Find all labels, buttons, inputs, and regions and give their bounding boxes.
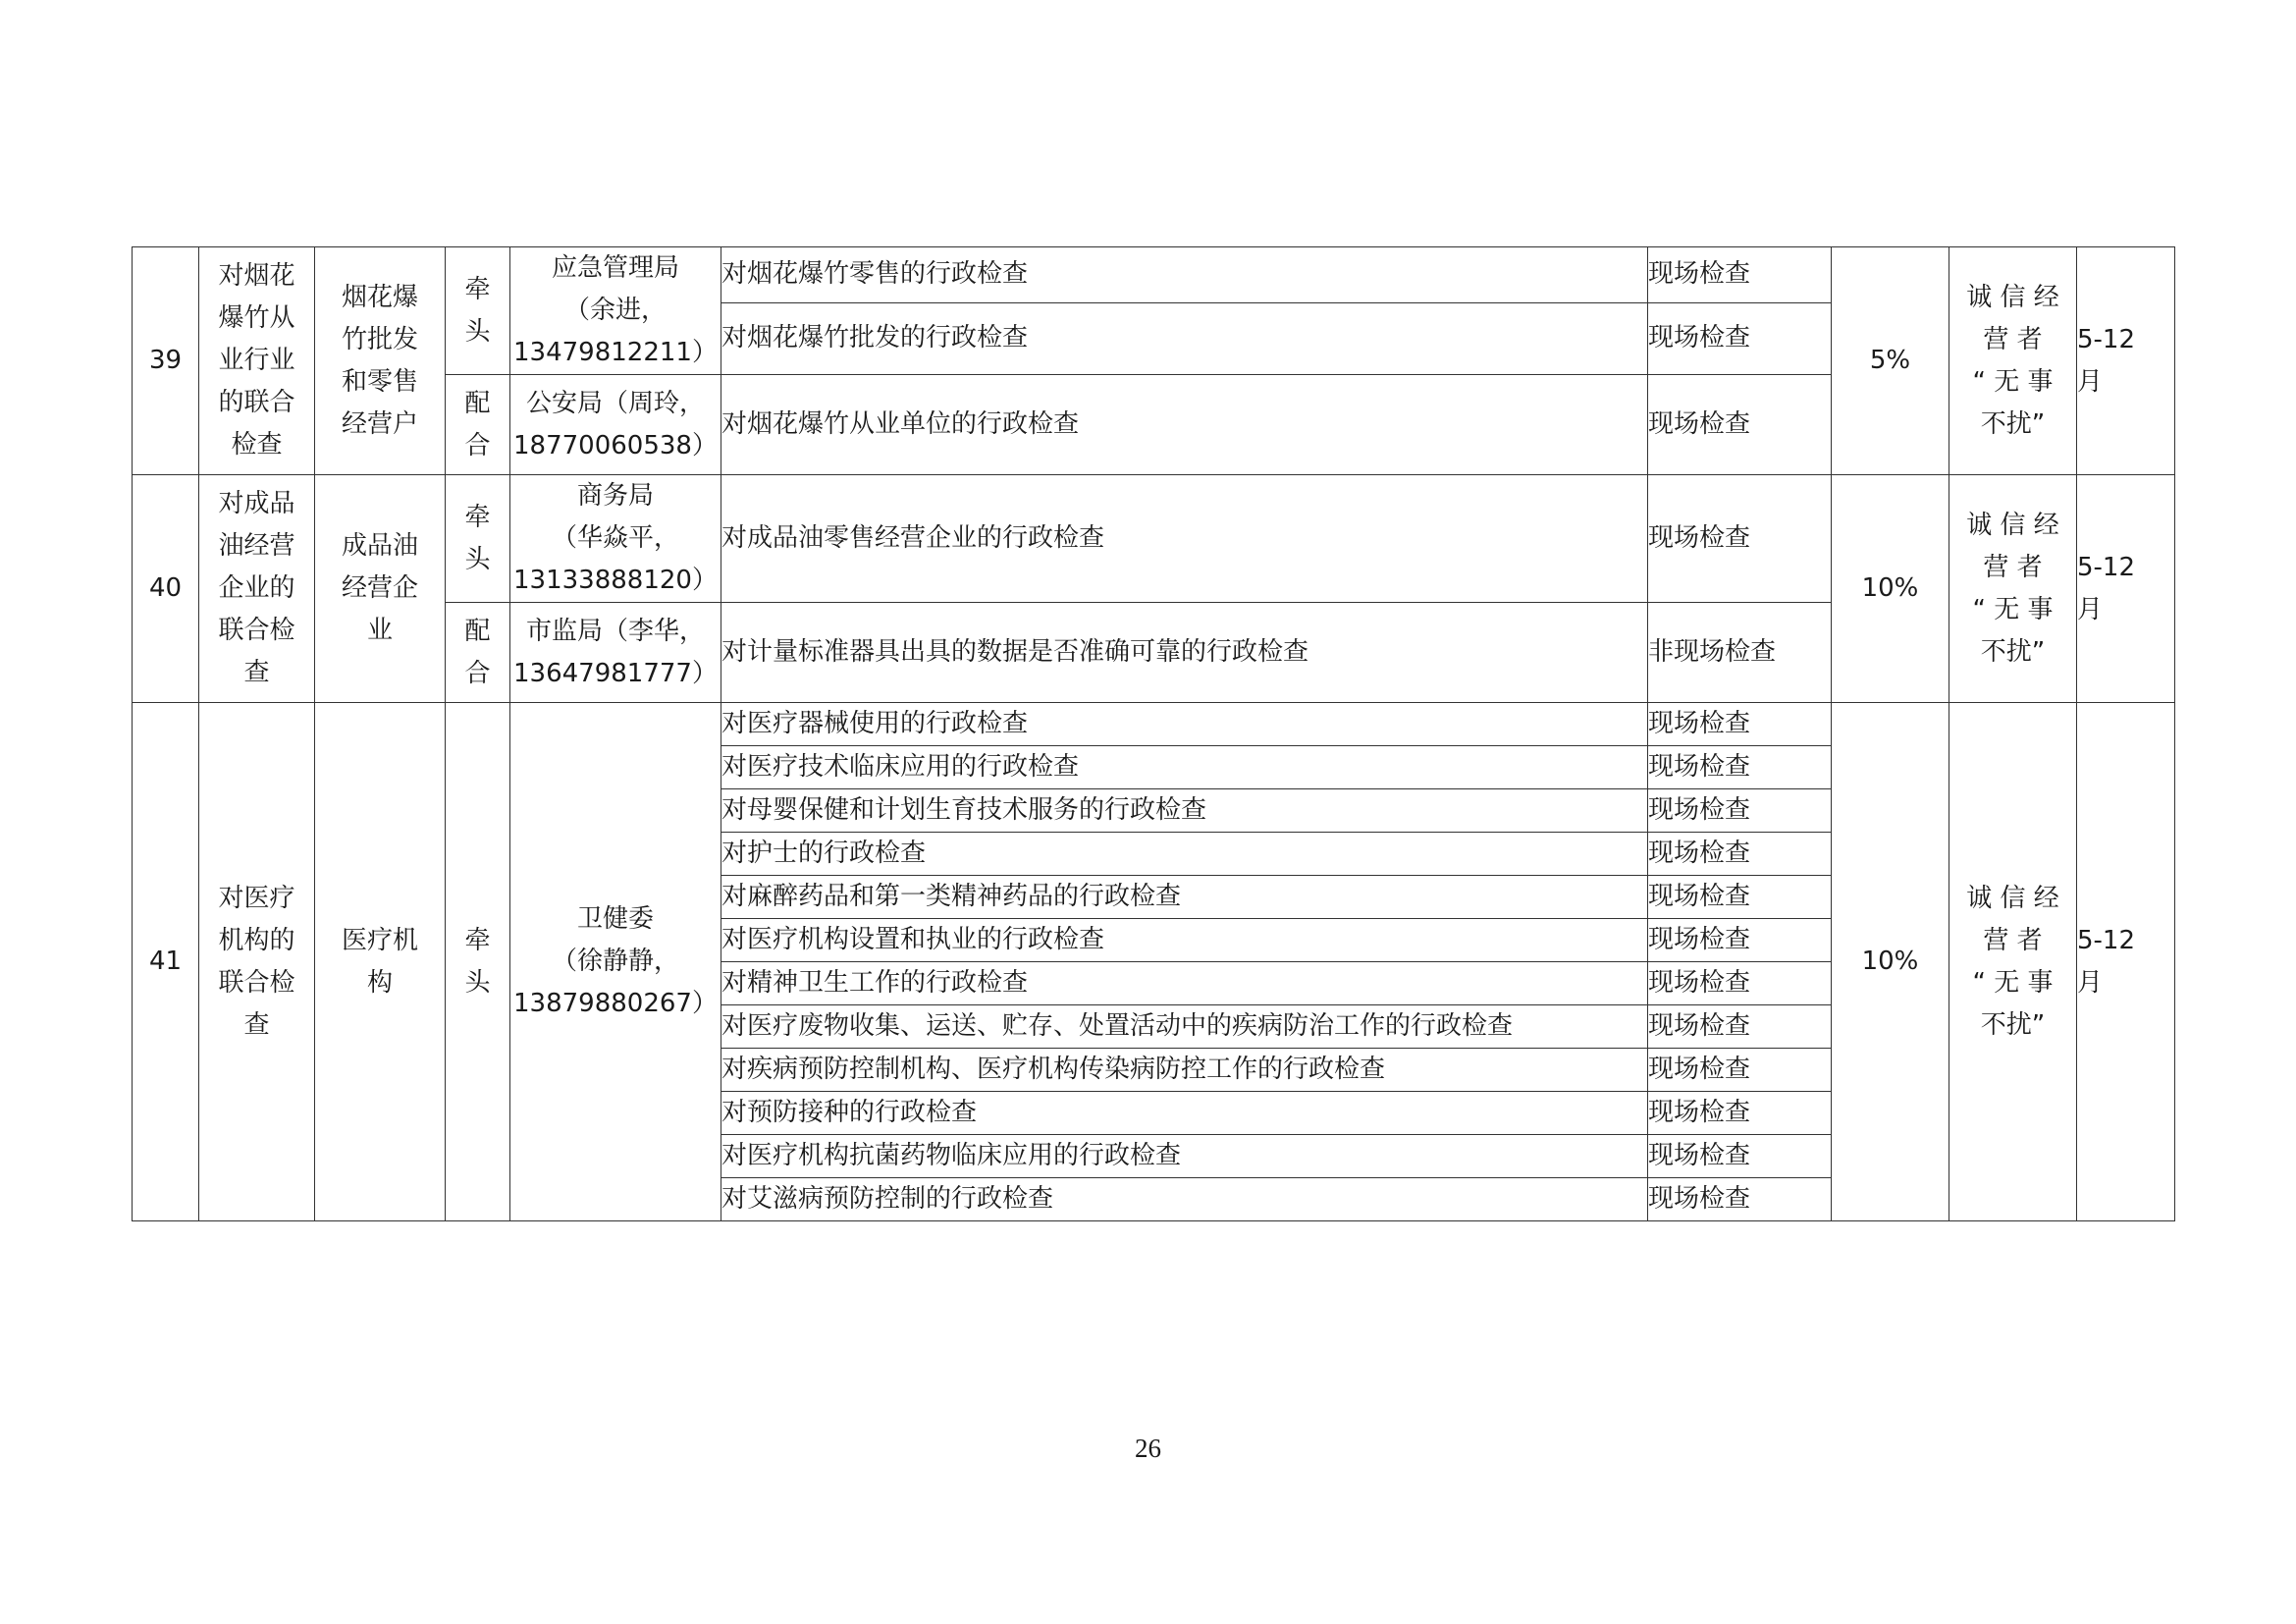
inspection-mode: 现场检查 <box>1648 1005 1832 1049</box>
inspection-mode: 现场检查 <box>1648 789 1832 833</box>
inspection-object <box>315 703 446 1221</box>
inspection-name <box>199 475 315 703</box>
inspection-item: 对烟花爆竹从业单位的行政检查 <box>721 375 1648 475</box>
inspection-object-line: 和零售 <box>341 366 418 397</box>
inspection-mode: 现场检查 <box>1648 302 1832 374</box>
inspection-period <box>2077 703 2175 1221</box>
joint-inspection-table <box>132 246 2175 1221</box>
inspection-name-line: 油经营 <box>218 531 295 561</box>
lead-department-line: 13879880267） <box>513 989 718 1018</box>
inspection-name-line: 检查 <box>231 430 283 460</box>
inspection-object <box>315 475 446 703</box>
inspection-item: 对计量标准器具出具的数据是否准确可靠的行政检查 <box>721 603 1648 703</box>
inspection-mode: 现场检查 <box>1648 247 1832 303</box>
inspection-item: 对烟花爆竹零售的行政检查 <box>721 247 1648 303</box>
inspection-item: 对疾病预防控制机构、医疗机构传染病防控工作的行政检查 <box>721 1049 1648 1092</box>
inspection-object-line: 业 <box>366 616 393 645</box>
assist-department-line: 市监局（李华， <box>525 616 705 646</box>
assist-role-line: 合 <box>464 430 491 460</box>
inspection-object-line: 竹批发 <box>341 324 418 354</box>
lead-department-line: 13479812211） <box>513 338 718 367</box>
inspection-mode: 现场检查 <box>1648 746 1832 789</box>
assist-role-line: 合 <box>464 658 491 688</box>
credit-scope-line: 营 者 <box>1983 925 2043 955</box>
row-number: 41 <box>133 703 199 1221</box>
lead-department-line: 商务局 <box>576 481 654 511</box>
lead-department <box>510 247 721 375</box>
sampling-ratio: 10% <box>1832 703 1949 1221</box>
lead-role-line: 头 <box>464 316 491 347</box>
inspection-mode: 现场检查 <box>1648 1092 1832 1135</box>
credit-scope-line: 不扰” <box>1980 408 2046 439</box>
credit-scope-line: 营 者 <box>1983 552 2043 582</box>
inspection-item: 对医疗机构抗菌药物临床应用的行政检查 <box>721 1135 1648 1178</box>
table-row <box>133 703 2175 746</box>
inspection-mode: 现场检查 <box>1648 375 1832 475</box>
credit-scope-line: “ 无 事 <box>1972 967 2054 998</box>
assist-role <box>446 603 510 703</box>
inspection-object <box>315 247 446 475</box>
page-number: 26 <box>1135 1434 1161 1463</box>
inspection-period-line: 月 <box>2077 366 2104 397</box>
inspection-mode: 现场检查 <box>1648 876 1832 919</box>
inspection-period-line: 月 <box>2077 594 2104 624</box>
inspection-name-line: 企业的 <box>218 573 295 603</box>
credit-scope-line: 营 者 <box>1983 324 2043 354</box>
inspection-mode: 现场检查 <box>1648 475 1832 603</box>
lead-role <box>446 475 510 603</box>
inspection-period-line: 月 <box>2077 967 2104 998</box>
lead-role-line: 牵 <box>464 925 491 955</box>
inspection-name-line: 对烟花 <box>218 261 295 291</box>
lead-department-line: 13133888120） <box>513 566 718 595</box>
inspection-object-line: 构 <box>366 967 393 998</box>
inspection-name-line: 机构的 <box>218 925 295 955</box>
inspection-mode: 现场检查 <box>1648 703 1832 746</box>
inspection-item: 对麻醉药品和第一类精神药品的行政检查 <box>721 876 1648 919</box>
lead-role <box>446 703 510 1221</box>
credit-scope-line: 诚 信 经 <box>1966 282 2059 312</box>
inspection-item: 对精神卫生工作的行政检查 <box>721 962 1648 1005</box>
inspection-name-line: 对医疗 <box>218 883 295 913</box>
credit-scope <box>1949 475 2077 703</box>
sampling-ratio: 10% <box>1832 475 1949 703</box>
inspection-mode: 现场检查 <box>1648 833 1832 876</box>
inspection-object-line: 成品油 <box>341 531 418 561</box>
lead-department <box>510 475 721 603</box>
inspection-name-line: 联合检 <box>218 616 295 645</box>
assist-department <box>510 375 721 475</box>
lead-department-line: （徐静静， <box>551 947 679 976</box>
assist-role-line: 配 <box>464 388 491 418</box>
table-row <box>133 475 2175 603</box>
inspection-item: 对预防接种的行政检查 <box>721 1092 1648 1135</box>
inspection-name-line: 爆竹从 <box>218 303 295 333</box>
lead-department-line: （余进， <box>563 296 667 325</box>
lead-role-line: 头 <box>464 967 491 998</box>
inspection-name <box>199 703 315 1221</box>
credit-scope-line: 不扰” <box>1980 1009 2046 1040</box>
inspection-period-line: 5-12 <box>2077 552 2136 582</box>
inspection-item: 对医疗机构设置和执业的行政检查 <box>721 919 1648 962</box>
inspection-mode: 现场检查 <box>1648 1049 1832 1092</box>
inspection-mode: 非现场检查 <box>1648 603 1832 703</box>
inspection-mode: 现场检查 <box>1648 1178 1832 1221</box>
inspection-name-line: 的联合 <box>218 388 295 417</box>
lead-role-line: 牵 <box>464 502 491 532</box>
lead-role-line: 头 <box>464 544 491 574</box>
inspection-object-line: 经营户 <box>341 408 418 439</box>
inspection-period <box>2077 475 2175 703</box>
assist-department-line: 公安局（周玲， <box>525 388 705 418</box>
inspection-item: 对艾滋病预防控制的行政检查 <box>721 1178 1648 1221</box>
inspection-object-line: 经营企 <box>341 573 418 603</box>
inspection-name-line: 查 <box>243 1009 270 1040</box>
inspection-item: 对烟花爆竹批发的行政检查 <box>721 302 1648 374</box>
lead-role <box>446 247 510 375</box>
assist-department-line: 13647981777） <box>513 658 718 688</box>
assist-role-line: 配 <box>464 616 491 646</box>
credit-scope-line: “ 无 事 <box>1972 366 2054 397</box>
inspection-object-line: 医疗机 <box>341 925 418 955</box>
credit-scope-line: 诚 信 经 <box>1966 510 2059 540</box>
assist-department-line: 18770060538） <box>513 430 718 460</box>
inspection-item: 对医疗器械使用的行政检查 <box>721 703 1648 746</box>
lead-department-line: （华焱平， <box>551 523 679 553</box>
inspection-object-line: 烟花爆 <box>341 282 418 312</box>
inspection-item: 对母婴保健和计划生育技术服务的行政检查 <box>721 789 1648 833</box>
assist-department <box>510 603 721 703</box>
credit-scope-line: 诚 信 经 <box>1966 883 2059 913</box>
inspection-mode: 现场检查 <box>1648 962 1832 1005</box>
lead-role-line: 牵 <box>464 274 491 304</box>
inspection-table-container <box>132 246 2174 1355</box>
lead-department-line: 卫健委 <box>576 904 654 934</box>
inspection-period-line: 5-12 <box>2077 324 2136 354</box>
inspection-name-line: 查 <box>243 658 270 687</box>
credit-scope <box>1949 247 2077 475</box>
inspection-item: 对成品油零售经营企业的行政检查 <box>721 475 1648 603</box>
credit-scope-line: 不扰” <box>1980 636 2046 667</box>
lead-department <box>510 703 721 1221</box>
table-body <box>133 247 2175 1221</box>
inspection-name <box>199 247 315 475</box>
inspection-item: 对护士的行政检查 <box>721 833 1648 876</box>
inspection-mode: 现场检查 <box>1648 1135 1832 1178</box>
inspection-name-line: 业行业 <box>218 346 295 375</box>
assist-role <box>446 375 510 475</box>
inspection-period-line: 5-12 <box>2077 925 2136 955</box>
lead-department-line: 应急管理局 <box>551 253 679 283</box>
credit-scope <box>1949 703 2077 1221</box>
credit-scope-line: “ 无 事 <box>1972 594 2054 624</box>
inspection-period <box>2077 247 2175 475</box>
inspection-mode: 现场检查 <box>1648 919 1832 962</box>
inspection-item: 对医疗技术临床应用的行政检查 <box>721 746 1648 789</box>
row-number: 40 <box>133 475 199 703</box>
inspection-name-line: 对成品 <box>218 489 295 518</box>
row-number: 39 <box>133 247 199 475</box>
inspection-name-line: 联合检 <box>218 967 295 998</box>
inspection-item: 对医疗废物收集、运送、贮存、处置活动中的疾病防治工作的行政检查 <box>721 1005 1648 1049</box>
table-row <box>133 247 2175 303</box>
sampling-ratio: 5% <box>1832 247 1949 475</box>
